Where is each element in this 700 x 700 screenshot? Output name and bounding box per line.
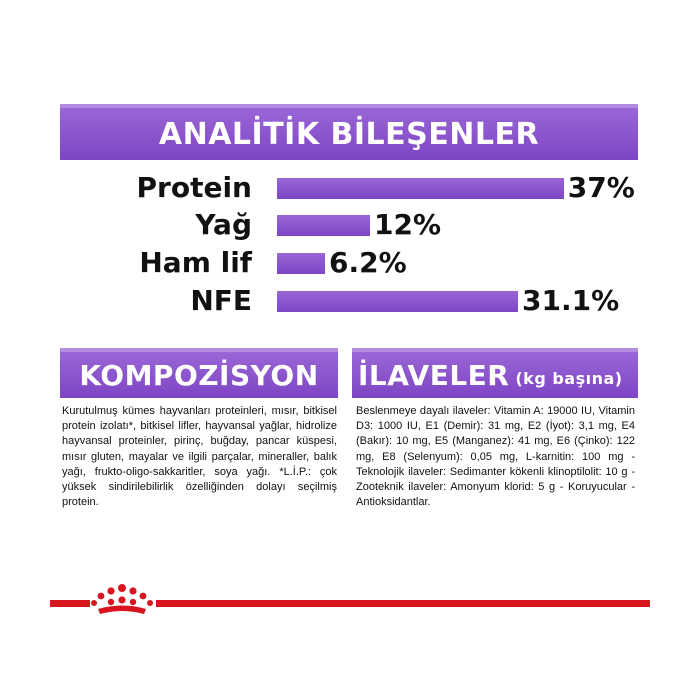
analitik-bilesenler-banner — [60, 104, 638, 160]
bar-row — [0, 207, 700, 243]
red-divider-right — [156, 600, 650, 607]
bar-value-label: 37% — [567, 171, 635, 204]
bar-label: Yağ — [195, 208, 252, 241]
kompozisyon-banner — [60, 348, 338, 398]
ilaveler-text: Beslenmeye dayalı ilaveler: Vitamin A: 19000 IU, Vitamin D3: 1000 IU, E1 (Demir): 31 mg, E2 (İyot): 3,1 mg, E4 (Bakır): 10 mg, E5 (Manganez): 41 mg, E6 (Çinko): 122 mg, E8 (Selenyum): 0,05 mg, L-karnitin: 100 mg - Teknolojik ilaveler: Sedimanter kökenli klinoptilolit: 10 g - Zooteknik ilaveler: Amonyum klorid: 5 g - Koruyucular - Antioksidantlar. — [356, 405, 635, 509]
bar-label: NFE — [190, 284, 252, 317]
bar-label: Ham lif — [139, 246, 252, 279]
bar-row — [0, 245, 700, 281]
ilaveler-subtitle: (kg başına) — [515, 368, 623, 388]
bar-fill — [277, 215, 370, 236]
red-divider-left — [50, 600, 90, 607]
bar-label: Protein — [136, 171, 252, 204]
bar-value-label: 12% — [374, 208, 442, 241]
kompozisyon-text: Kurutulmuş kümes hayvanları proteinleri, mısır, bitkisel protein izolatı*, bitkisel lifler, hayvansal yağlar, hidrolize hayvansal proteinler, pirinç, buğday, pancar küspesi, mısır gluten, mayalar ve ilgili parçalar, mineraller, balık yağı, frukto-oligo-sakkaritler, soya yağı. *L.İ.P.: çok yüksek sindirilebilirlik özelliğinden dolayı seçilmiş protein. — [62, 405, 337, 509]
bar-fill — [277, 253, 325, 274]
kompozisyon-title: KOMPOZİSYON — [79, 358, 319, 392]
bar-row — [0, 170, 700, 206]
bar-fill — [277, 291, 518, 312]
royal-canin-crown-icon — [90, 582, 154, 618]
ilaveler-banner — [352, 348, 638, 398]
ilaveler-title: İLAVELER — [358, 358, 510, 392]
analitik-bilesenler-title: ANALİTİK BİLEŞENLER — [158, 116, 540, 152]
bar-value-label: 6.2% — [329, 246, 407, 279]
bar-fill — [277, 178, 564, 199]
bar-row — [0, 283, 700, 319]
bar-value-label: 31.1% — [522, 284, 620, 317]
